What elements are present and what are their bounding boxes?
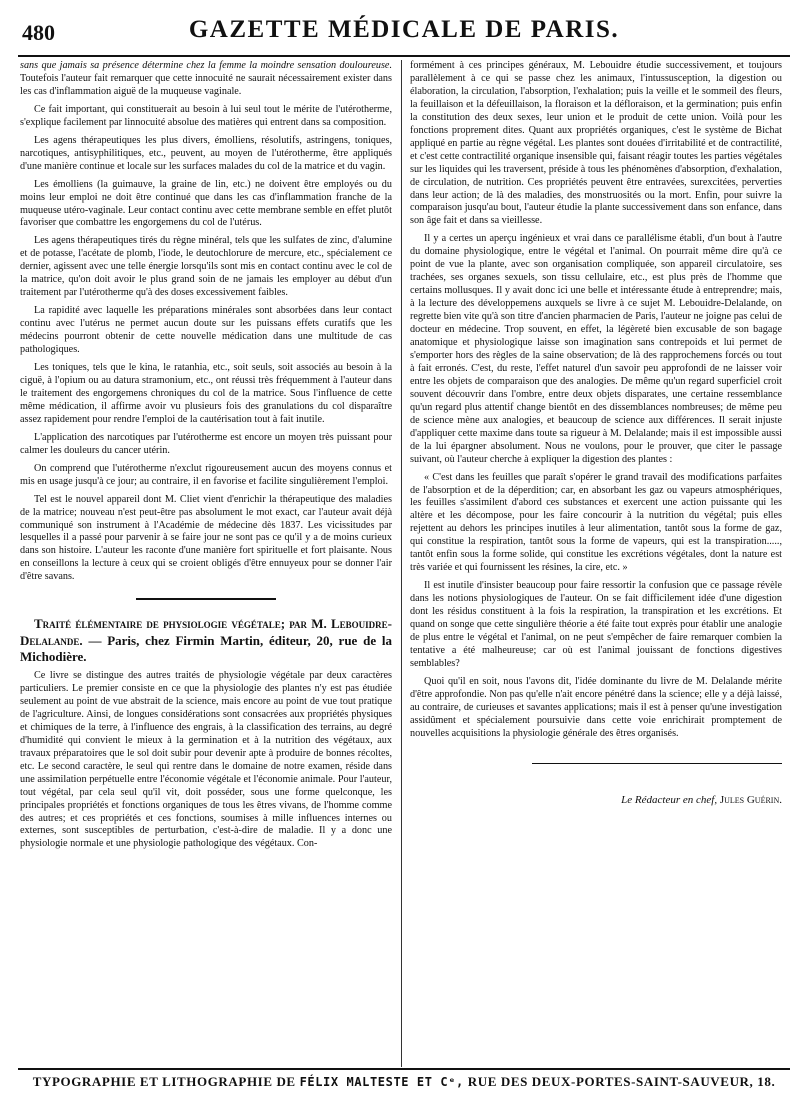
printer-imprint	[18, 1074, 790, 1090]
paragraph: Tel est le nouvel appareil dont M. Cliet vient d'enrichir la thérapeutique des maladies de la matrice; nouveau n'est peut-être pas absolument le mot exact, car l'auteur avait déjà communiqué son instrument à l'Académie de médecine dès 1837. Les vicissitudes par lesquelles il a passé pour parvenir à se faire jour ne sont pas ce qu'il y a de moins curieux dans son histoire. L'auteur les raconte d'une manière fort spirituelle et fort plaisante. Nous en conseillons la lecture à ceux qui se croient obligés d'être ennuyeux pour se donner l'air d'être savans.	[20, 493, 392, 583]
paragraph: Les agens thérapeutiques les plus divers, émolliens, résolutifs, astringens, toniques, narcotiques, antisyphilitiques, etc., peuvent, au moyen de l'utérotherme, être appliqués d'une manière continue et locale sur les surfaces malades du col de la matrice et du vagin.	[20, 134, 392, 172]
paragraph-text: Toutefois l'auteur fait remarquer que cette innocuité ne saurait nécessairement exister dans les cas d'inflammation aiguë de la muqueuse vaginale.	[20, 72, 392, 97]
book-review-heading	[20, 616, 392, 665]
paragraph: formément à ces principes généraux, M. Lebouidre étudie successivement, et toujours parallèlement à ce qui se passe chez les animaux, l'intussusception, la digestion ou élaboration, la circulation, l'absorption, l'exhalation; puis la veille et le sommeil des fleurs, la feuillaison et la défeuillaison, la floraison et la défloraison, et la germination; puis enfin la constitution des deux sexes, leur union et le produit de cette union. Voilà pour les fonctions proprement dites. Quant aux propriétés organiques, c'est le système de Bichat appliqué en partie au règne végétal. Les plantes sont douées d'irritabilité et de contractilité, et c'est cette contractilité organique insensible qui, faisant réagir toutes les parties végétales sur les liquides qui les traversent, préside à tous les phénomènes d'absorption, d'exhalation, de circulation, de nutrition. Ces propriétés peuvent être entravées, surexcitées, perverties dans leur action; de là des maladies, des monstruosités ou la mort. Enfin, pour suivre la comparaison jusqu'au bout, l'auteur étudie la plante successivement dans son enfance, dans son âge fait et dans sa vieillesse.	[410, 60, 782, 227]
footer-rule	[18, 1068, 790, 1070]
paragraph: L'application des narcotiques par l'utérotherme est encore un moyen très puissant pour calmer les douleurs du cancer utérin.	[20, 431, 392, 456]
left-column	[20, 60, 392, 856]
signature	[410, 794, 782, 808]
imprint-printer-name: FÉLIX MALTESTE ET Cᵉ,	[299, 1075, 464, 1089]
italic-phrase: sans que jamais sa présence détermine chez la femme la moindre sensation douloureuse.	[20, 60, 392, 71]
signature-rule	[532, 763, 782, 764]
paragraph: Les émolliens (la guimauve, la graine de lin, etc.) ne doivent être employés ou du moins leur emploi ne doit être continué que dans les cas d'inflammation franche de la muqueuse utéro-vaginale. Leur contact continu avec cette membrane semble en effet plutôt favoriser que combattre les engorgemens du col de l'utérus.	[20, 178, 392, 229]
newspaper-page	[18, 8, 790, 1102]
signature-role: Le Rédacteur en chef,	[621, 793, 720, 806]
journal-title: GAZETTE MÉDICALE DE PARIS.	[188, 16, 620, 43]
paragraph: La rapidité avec laquelle les préparations minérales sont absorbées dans leur contact continu avec l'utérus ne permet aucun doute sur les puissans effets curatifs que les médecins pourront obtenir de cette nouvelle médication dans une multitude de cas pathologiques.	[20, 305, 392, 356]
paragraph	[20, 60, 392, 99]
paragraph: Il y a certes un aperçu ingénieux et vrai dans ce parallélisme établi, d'un bout à l'autre du domaine physiologique, entre le végétal et l'animal. On pourrait même dire qu'à ce point de vue la plante, avec son organisation compliquée, son appareil circulatoire, ses trachées, ses organes sexuels, son tissu cellulaire, etc., est plus près de l'homme que certains mollusques. Il y avait donc ici une belle et intéressante étude à entreprendre; mais, à la lecture des développemens auxquels se livre à ce sujet M. Lebouidre-Delalande, on regrette bien vite qu'à son titre d'ancien pharmacien de Paris, l'auteur ne joigne pas celui de docteur en médecine. Trop souvent, en effet, la légèreté bien excusable de son bagage anatomique et physiologique laisse son imagination sans contrepoids et lui permet de s'emporter hors des règles de la saine observation; de là des rapprochemens forcés ou tout à fait erronés. C'est, du reste, l'effet naturel d'un savoir peu approfondi de ne laisser voir entre les objets de comparaison que des analogies. De même qu'un regard superficiel croit souvent découvrir dans l'ombre, entre deux objets disparates, une certaine ressemblance qu'un regard plus attentif change bientôt en des dissemblances nombreuses; de même peu de science mène aux analogies, et beaucoup de science aux différences. Il serait injuste d'appliquer cette maxime dans toute sa rigueur à M. Delalande; mais il est impossible aussi de la lui épargner absolument. Nous ne voulons, pour le prouver, que citer le passage suivant, où l'auteur cherche à expliquer la digestion des plantes :	[410, 233, 782, 465]
paragraph: Ce livre se distingue des autres traités de physiologie végétale par deux caractères particuliers. Le premier consiste en ce que la physiologie des plantes n'y est pas étudiée seulement au point de vue abstrait de la science, mais encore au point de vue tout pratique de l'agriculture. Ainsi, de longues considérations sont consacrées aux propriétés physiques et chimiques de la terre, à l'influence des engrais, à la classification des terrains, au degré d'humidité qui convient le mieux à la germination et à la nutrition des végétaux, aux travaux préparatoires que le sol doit subir pour devenir apte à produire de bonnes récoltes, etc. Le second caractère, le seul qui rentre dans le domaine de notre examen, réside dans une assimilation perpétuelle entre l'économie végétale et l'économie animale. Pour l'auteur, tout végétal, par cela seul qu'il vit, doit posséder, sous une forme quelconque, les principales propriétés et fonctions organiques de tous les êtres vivans, de l'homme comme des autres; et ces propriétés et ces fonctions, soumises à mille influences internes ou externes, sont susceptibles de perturbation, c'est-à-dire de maladie. Il y a donc une physiologie normale et une physiologie pathologique des végétaux. Con-	[20, 670, 392, 850]
right-column	[410, 60, 782, 808]
block-quote: « C'est dans les feuilles que paraît s'opérer le grand travail des modifications parfaites de l'absorption et de la déperdition; car, en absorbant les gaz ou vapeurs atmosphériques, les feuilles s'assimilent d'abord ces substances et exercent une action puissante qui les altère et les décompose, pour les faire concourir à la nutrition du végétal; puis elles rejettent au dehors les principes inutiles à leur alimentation, tantôt sous la forme de gaz, qui constitue la respiration, tantôt sous la forme de vapeurs, qui est la transpiration....., tantôt enfin sous la forme solide, qui constitue les excrétions végétales, dont la nature est très variée et qui fournissent les résines, la cire, etc. »	[410, 471, 782, 574]
paragraph: Il est inutile d'insister beaucoup pour faire ressortir la confusion que ce passage révèle dans les notions physiologiques de l'auteur. On se fait difficilement idée d'une digestion dont les résidus constituent à la fois la respiration, la transpiration et les excrétions. Et quand on songe que cette singulière théorie a été faite tout exprès pour établir une analogie de plus entre le végétal et l'animal, on ne peut s'empêcher de faire remarquer combien la tentative a été malheureuse; car où est l'animal jouissant de fonctions digestives semblables?	[410, 580, 782, 669]
book-publisher: — Paris, chez Firmin Martin, éditeur, 20, rue de la Michodière.	[20, 632, 392, 664]
imprint-address: RUE DES DEUX-PORTES-SAINT-SAUVEUR, 18.	[463, 1074, 776, 1089]
header-rule	[18, 55, 790, 57]
paragraph: Les toniques, tels que le kina, le ratanhia, etc., soit seuls, soit associés au besoin à la ciguë, à l'opium ou au datura stramonium, etc., ont réussi très fréquemment à l'auteur dans le traitement des engorgemens chroniques du col de la matrice. Sous l'influence de cette même médication, il affirme avoir vu plusieurs fois des granulations du col disparaître assez rapidement pour rendre l'emploi de la cautérisation tout à fait inutile.	[20, 362, 392, 425]
paragraph: Ce fait important, qui constituerait au besoin à lui seul tout le mérite de l'utérotherme, s'explique facilement par linnocuité absolue des matières qui entrent dans sa composition.	[20, 103, 392, 128]
book-title: Traité élémentaire de physiologie végétale; par M. Lebouidre-Delalande.	[20, 616, 392, 648]
imprint-left: TYPOGRAPHIE ET LITHOGRAPHIE DE	[32, 1074, 300, 1089]
page-number: 480	[22, 20, 55, 45]
paragraph: Quoi qu'il en soit, nous l'avons dit, l'idée dominante du livre de M. Delalande mérite d'être approfondie. Non pas qu'elle n'ait encore pénétré dans la science; elle y a déjà laissé, au contraire, de curieuses et savantes applications; mais il est à penser qu'une investigation assidûment et spécialement poursuivie dans cette voie enrichirait promptement de nouvelles acquisitions la physiologie générale des êtres organisés.	[410, 675, 782, 739]
column-divider	[401, 60, 402, 1067]
paragraph: On comprend que l'utérotherme n'exclut rigoureusement aucun des moyens connus et mis en usage jusqu'à ce jour; au contraire, il en favorise et facilite singulièrement l'emploi.	[20, 462, 392, 487]
page-header	[18, 8, 790, 52]
signature-name: Jules Guérin.	[719, 793, 782, 806]
paragraph: Les agens thérapeutiques tirés du règne minéral, tels que les sulfates de zinc, d'alumine et de potasse, l'acétate de plomb, l'iode, le deutochlorure de mercure, etc., spécialement ce dernier, agissent avec une telle énergie lorsqu'ils sont mis en contact continu avec le col de la matrice, qu'on doit avoir le plus grand soin de ne jamais les employer au début d'un traitement par l'utérotherme qu'à des doses excessivement faibles.	[20, 235, 392, 299]
section-rule	[136, 598, 276, 600]
